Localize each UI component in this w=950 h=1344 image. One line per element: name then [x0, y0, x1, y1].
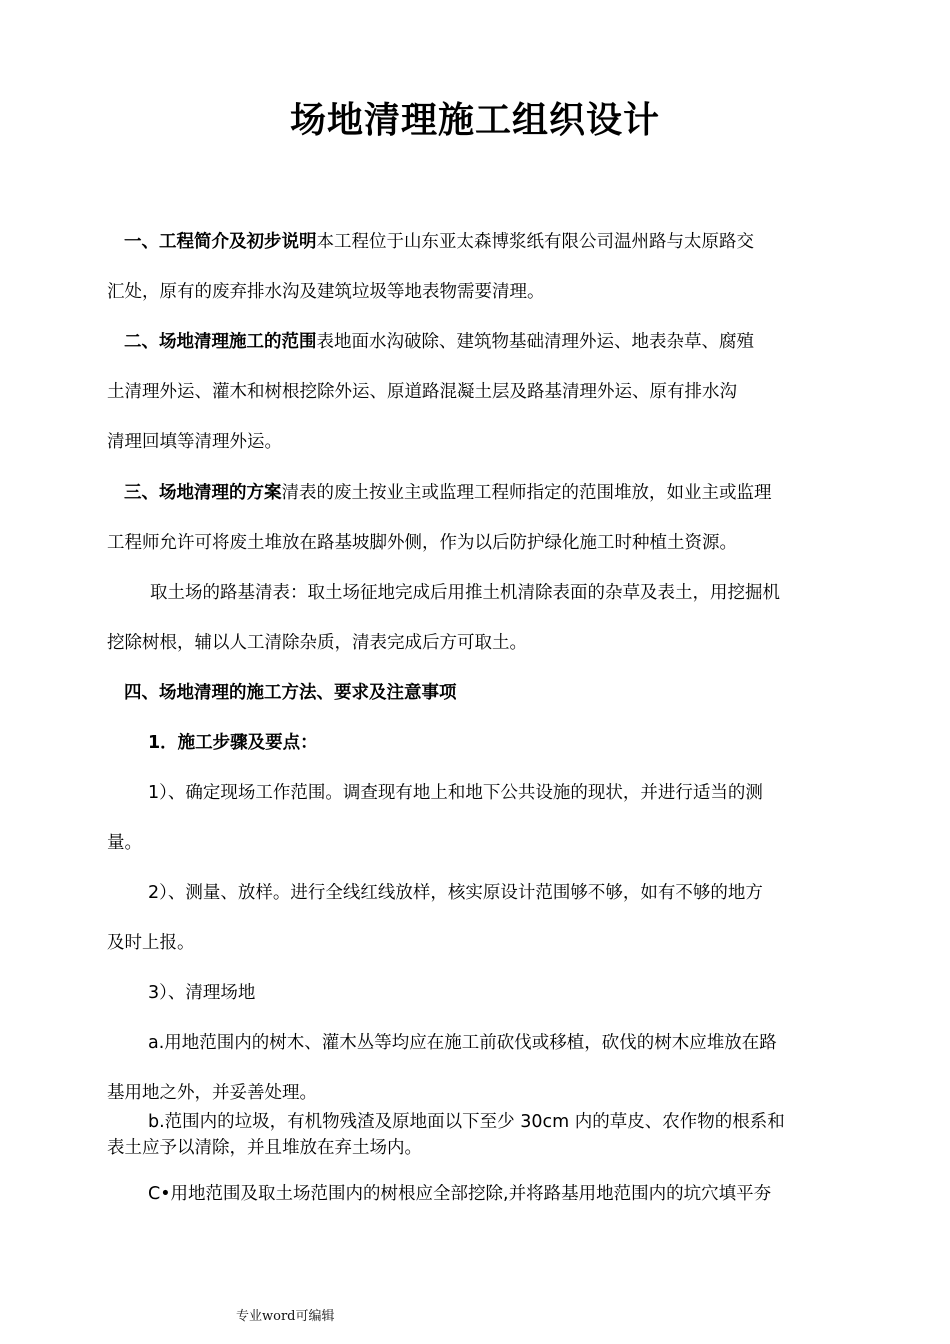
- paragraph-line: b.范围内的垃圾，有机物残渣及原地面以下至少 30cm 内的草皮、农作物的根系和: [148, 1112, 785, 1132]
- paragraph-line: 基用地之外，并妥善处理。: [107, 1083, 317, 1103]
- paragraph-line: 1）、确定现场工作范围。调查现有地上和地下公共设施的现状，并进行适当的测: [148, 783, 763, 803]
- section-heading-2: 二、场地清理施工的范围: [124, 332, 317, 352]
- paragraph-line: 表土应予以清除，并且堆放在弃土场内。: [107, 1138, 422, 1158]
- paragraph-line: 挖除树根，辅以人工清除杂质，清表完成后方可取土。: [107, 633, 527, 653]
- section-heading-4: 四、场地清理的施工方法、要求及注意事项: [124, 683, 457, 703]
- section-heading-1: 一、工程简介及初步说明: [124, 232, 317, 252]
- document-title: 场地清理施工组织设计: [289, 100, 660, 141]
- paragraph-line: 量。: [107, 833, 142, 853]
- paragraph-line: a.用地范围内的树木、灌木丛等均应在施工前砍伐或移植，砍伐的树木应堆放在路: [148, 1033, 777, 1053]
- paragraph-line: [124, 328, 864, 353]
- paragraph-line: C•用地范围及取土场范围内的树根应全部挖除,并将路基用地范围内的坑穴填平夯: [148, 1184, 772, 1204]
- subsection-heading: 1．施工步骤及要点：: [148, 733, 318, 753]
- section-text-2: 表地面水沟破除、建筑物基础清理外运、地表杂草、腐殖: [316, 332, 754, 352]
- footer-note: 专业word可编辑: [236, 1309, 335, 1324]
- paragraph-line: [124, 228, 864, 253]
- paragraph-line: 清理回填等清理外运。: [107, 432, 282, 452]
- paragraph-line: [124, 479, 864, 504]
- paragraph-line: 3）、清理场地: [148, 983, 256, 1003]
- paragraph-line: 工程师允许可将废土堆放在路基坡脚外侧，作为以后防护绿化施工时种植土资源。: [107, 533, 737, 553]
- paragraph-line: 2）、测量、放样。进行全线红线放样，核实原设计范围够不够，如有不够的地方: [148, 883, 763, 903]
- section-heading-3: 三、场地清理的方案: [124, 483, 282, 503]
- paragraph-line: 土清理外运、灌木和树根挖除外运、原道路混凝土层及路基清理外运、原有排水沟: [107, 382, 737, 402]
- section-text-3: 清表的废土按业主或监理工程师指定的范围堆放，如业主或监理: [281, 483, 772, 503]
- paragraph-line: 取土场的路基清表：取土场征地完成后用推土机清除表面的杂草及表土，用挖掘机: [150, 583, 780, 603]
- paragraph-line: 汇处，原有的废弃排水沟及建筑垃圾等地表物需要清理。: [107, 282, 545, 302]
- section-text-1: 本工程位于山东亚太森博浆纸有限公司温州路与太原路交: [316, 232, 754, 252]
- paragraph-line: 及时上报。: [107, 933, 195, 953]
